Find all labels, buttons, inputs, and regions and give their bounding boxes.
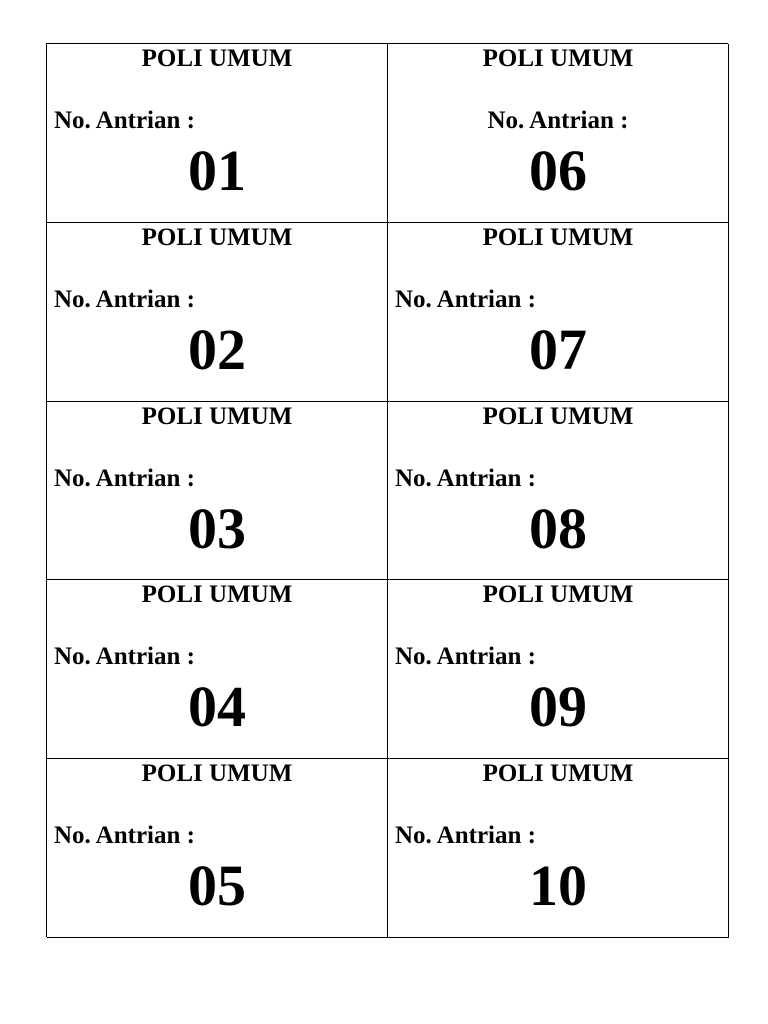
queue-number: 08 bbox=[529, 495, 587, 561]
queue-ticket-09 bbox=[388, 580, 729, 759]
queue-number-label: No. Antrian : bbox=[395, 643, 536, 671]
queue-number-label: No. Antrian : bbox=[54, 643, 195, 671]
queue-ticket-07 bbox=[388, 223, 729, 402]
queue-number: 07 bbox=[529, 316, 587, 382]
queue-ticket-08 bbox=[388, 402, 729, 581]
queue-ticket-04 bbox=[47, 580, 388, 759]
queue-number: 02 bbox=[188, 316, 246, 382]
queue-ticket-02 bbox=[47, 223, 388, 402]
ticket-title: POLI UMUM bbox=[482, 402, 634, 430]
queue-ticket-05 bbox=[47, 759, 388, 938]
ticket-title: POLI UMUM bbox=[141, 402, 293, 430]
queue-number-label: No. Antrian : bbox=[487, 107, 629, 134]
queue-ticket-03 bbox=[47, 402, 388, 581]
queue-ticket-10 bbox=[388, 759, 729, 938]
queue-number: 03 bbox=[188, 495, 246, 561]
queue-number: 09 bbox=[529, 674, 587, 740]
ticket-title: POLI UMUM bbox=[141, 581, 293, 609]
queue-number: 04 bbox=[188, 674, 246, 740]
queue-number-label: No. Antrian : bbox=[54, 285, 195, 313]
queue-number-label: No. Antrian : bbox=[54, 822, 195, 850]
ticket-title: POLI UMUM bbox=[482, 223, 634, 251]
ticket-title: POLI UMUM bbox=[141, 223, 293, 251]
queue-ticket-sheet bbox=[46, 43, 728, 937]
ticket-title: POLI UMUM bbox=[141, 760, 293, 788]
queue-number: 10 bbox=[529, 853, 587, 919]
queue-number-label: No. Antrian : bbox=[54, 464, 195, 492]
ticket-title: POLI UMUM bbox=[482, 45, 634, 72]
queue-ticket-06 bbox=[388, 44, 729, 223]
queue-number-label: No. Antrian : bbox=[395, 464, 536, 492]
queue-number: 05 bbox=[188, 853, 246, 919]
ticket-title: POLI UMUM bbox=[141, 45, 293, 72]
queue-number-label: No. Antrian : bbox=[395, 285, 536, 313]
queue-number-label: No. Antrian : bbox=[54, 107, 195, 134]
queue-number: 06 bbox=[529, 138, 587, 203]
queue-ticket-01 bbox=[47, 44, 388, 223]
queue-number-label: No. Antrian : bbox=[395, 822, 536, 850]
queue-number: 01 bbox=[188, 138, 246, 203]
ticket-title: POLI UMUM bbox=[482, 760, 634, 788]
ticket-title: POLI UMUM bbox=[482, 581, 634, 609]
